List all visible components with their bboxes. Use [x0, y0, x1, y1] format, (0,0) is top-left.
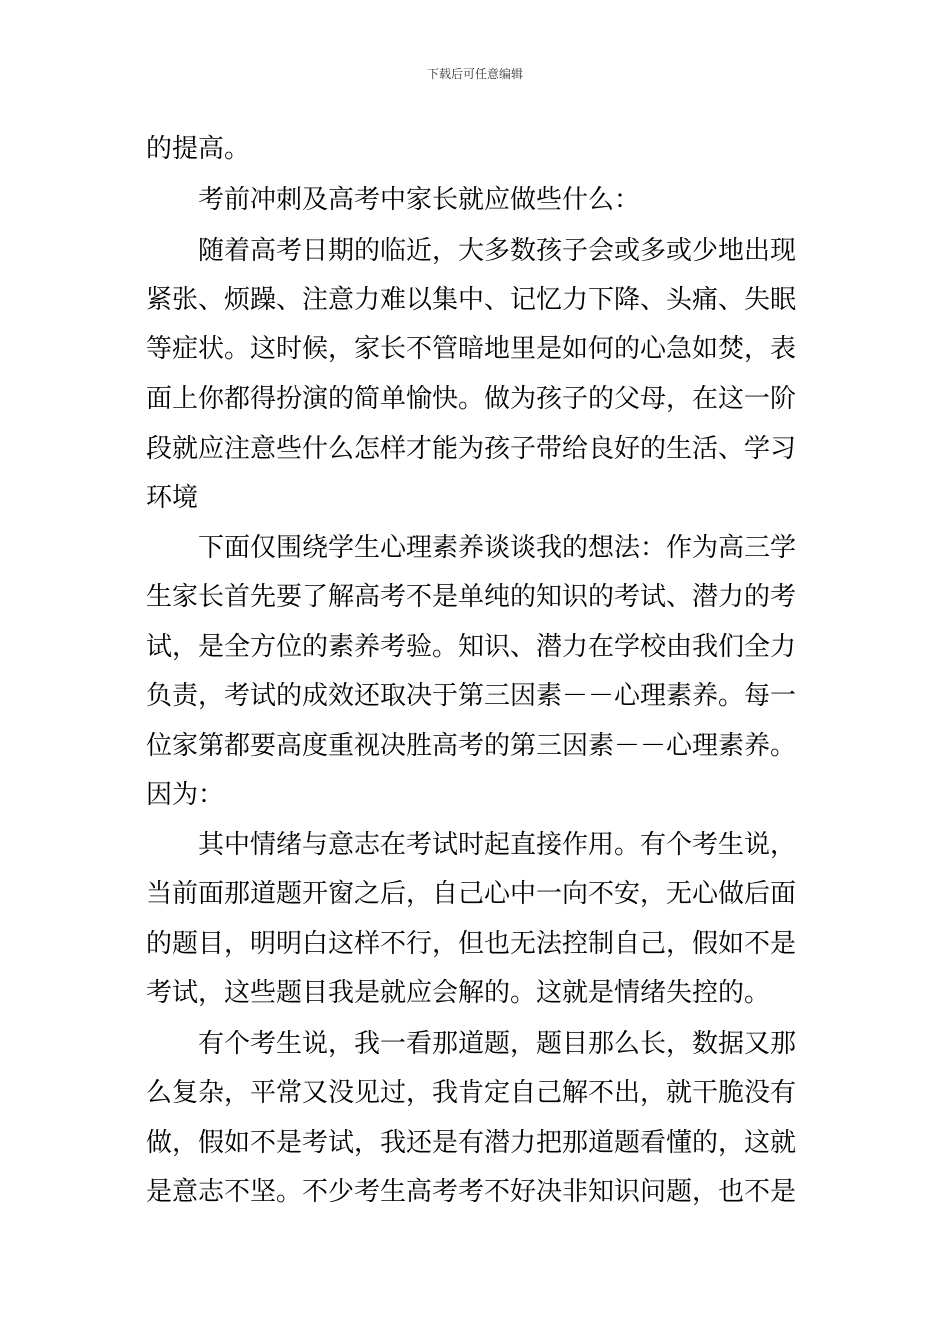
- text-line: 其中情绪与意志在考试时起直接作用。有个考生说，: [146, 830, 797, 860]
- page-header: 下载后可任意编辑: [426, 67, 523, 81]
- text-line: 生家长首先要了解高考不是单纯的知识的考试、潜力的考: [146, 582, 797, 612]
- text-line: 有个考生说，我一看那道题，题目那么长，数据又那: [146, 1029, 797, 1059]
- text-line: 环境: [146, 483, 199, 513]
- text-line: 位家第都要高度重视决胜高考的第三因素－－心理素养。: [146, 731, 797, 761]
- text-line: 下面仅围绕学生心理素养谈谈我的想法：作为高三学: [146, 533, 797, 563]
- text-line: 面上你都得扮演的简单愉快。做为孩子的父母，在这一阶: [146, 384, 797, 414]
- text-line: 考试，这些题目我是就应会解的。这就是情绪失控的。: [146, 978, 771, 1008]
- text-line: 因为：: [146, 780, 225, 810]
- text-line: 紧张、烦躁、注意力难以集中、记忆力下降、头痛、失眠: [146, 285, 797, 315]
- text-line: 段就应注意些什么怎样才能为孩子带给良好的生活、学习: [146, 434, 797, 464]
- text-line: 等症状。这时候，家长不管暗地里是如何的心急如焚，表: [146, 334, 797, 364]
- text-line: 当前面那道题开窗之后，自己心中一向不安，无心做后面: [146, 879, 797, 909]
- text-line: 随着高考日期的临近，大多数孩子会或多或少地出现: [146, 236, 797, 266]
- text-line: 的提高。: [146, 134, 251, 164]
- text-line: 考前冲刺及高考中家长就应做些什么：: [146, 185, 641, 215]
- text-line: 负责，考试的成效还取决于第三因素－－心理素养。每一: [146, 681, 797, 711]
- text-line: 是意志不坚。不少考生高考考不好决非知识问题，也不是: [146, 1177, 797, 1207]
- text-line: 做，假如不是考试，我还是有潜力把那道题看懂的，这就: [146, 1128, 797, 1158]
- text-line: 的题目，明明白这样不行，但也无法控制自己，假如不是: [146, 929, 797, 959]
- text-line: 么复杂，平常又没见过，我肯定自己解不出，就干脆没有: [146, 1078, 797, 1108]
- text-line: 试，是全方位的素养考验。知识、潜力在学校由我们全力: [146, 632, 797, 662]
